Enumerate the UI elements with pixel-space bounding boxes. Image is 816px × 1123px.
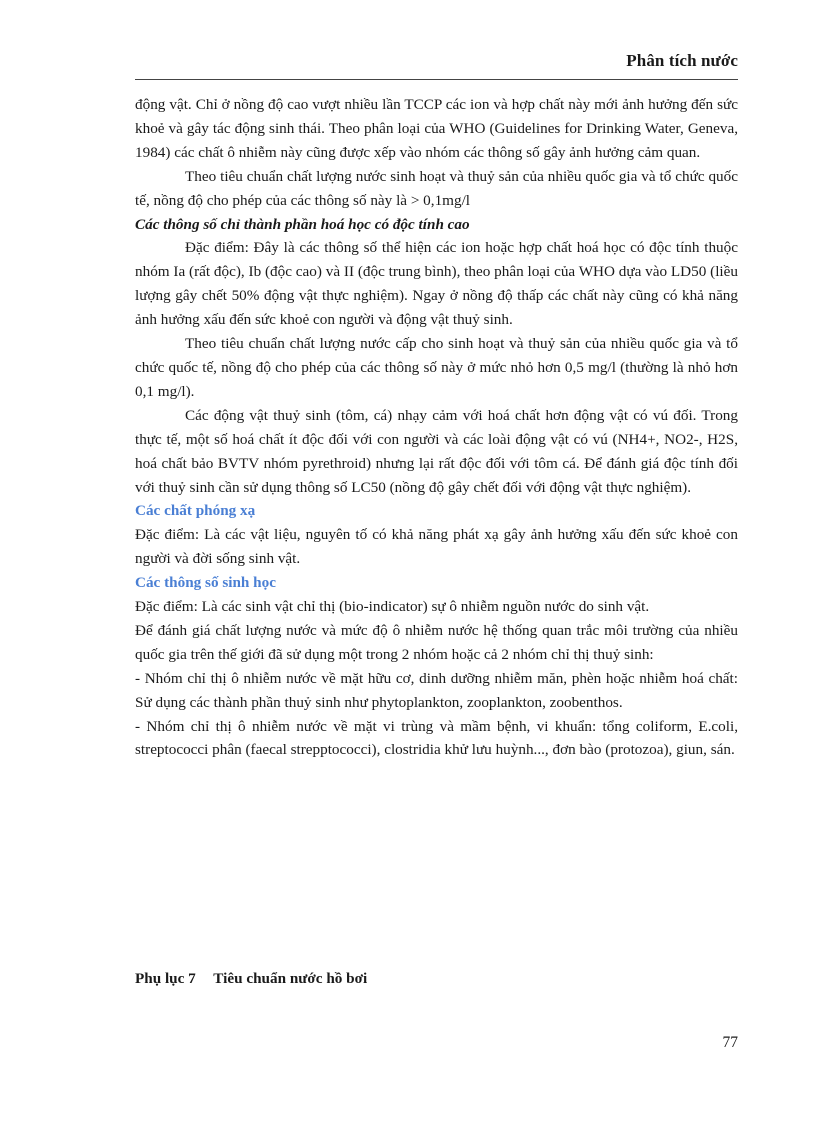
section-heading-toxic-chemicals: Các thông số chỉ thành phần hoá học có độc tính cao [135,215,470,233]
section-heading-radioactive: Các chất phóng xạ [135,502,256,520]
paragraph: Các động vật thuỷ sinh (tôm, cá) nhạy cảm với hoá chất hơn động vật có vú đối. Trong thực tế, một số hoá chất ít độc đối với con người và các loài động vật có vú (NH4+, NO2-, H2S, hoá chất bảo BVTV nhóm pyrethroid) nhưng lại rất độc đối với tôm cá. Để đánh giá độc tính đối với thuỷ sinh cần sử dụng thông số LC50 (nồng độ gây chết đối với động vật thực nghiệm). [135,406,738,496]
page-body [135,93,738,762]
paragraph: Đặc điểm: Là các sinh vật chỉ thị (bio-indicator) sự ô nhiễm nguồn nước do sinh vật. [135,598,650,616]
page-number: 77 [722,1034,738,1051]
paragraph: Theo tiêu chuẩn chất lượng nước sinh hoạt và thuỷ sản của nhiều quốc gia và tổ chức quốc tế, nồng độ cho phép của các thông số này là > 0,1mg/l [135,167,738,209]
paragraph: động vật. Chỉ ở nồng độ cao vượt nhiều lần TCCP các ion và hợp chất này mới ảnh hưởng đến sức khoẻ và gây tác động sinh thái. Theo phân loại của WHO (Guidelines for Drinking Water, Geneva, 1984) các chất ô nhiễm này cũng được xếp vào nhóm các thông số gây ảnh hưởng cảm quan. [135,96,738,161]
paragraph: Đặc điểm: Là các vật liệu, nguyên tố có khả năng phát xạ gây ảnh hưởng xấu đến sức khoẻ con người và đời sống sinh vật. [135,526,738,568]
paragraph: Đặc điểm: Đây là các thông số thể hiện các ion hoặc hợp chất hoá học có độc tính thuộc nhóm Ia (rất độc), Ib (độc cao) và II (độc trung bình), theo phân loại của WHO dựa vào LD50 (liều lượng gây chết 50% động vật thực nghiệm). Ngay ở nồng độ thấp các chất này cũng có khả năng ảnh hưởng xấu đến sức khoẻ con người và động vật thuỷ sinh. [135,239,738,329]
page-header [135,47,738,80]
section-heading-biological: Các thông số sinh học [135,574,276,592]
appendix-number: Phụ lục 7 [135,970,196,987]
paragraph: Theo tiêu chuẩn chất lượng nước cấp cho sinh hoạt và thuỷ sản của nhiều quốc gia và tổ chức quốc tế, nồng độ cho phép của các thông số này ở mức nhỏ hơn 0,5 mg/l (thường là nhỏ hơn 0,1 mg/l). [135,335,738,400]
appendix-heading [135,970,367,988]
list-item: - Nhóm chỉ thị ô nhiễm nước về mặt vi trùng và mầm bệnh, vi khuẩn: tổng coliform, E.coli, streptococci phân (faecal strepptococci), clostridia khử lưu huỳnh..., đơn bào (protozoa), giun, sán. [135,717,738,759]
appendix-title: Tiêu chuẩn nước hồ bơi [213,970,368,987]
paragraph: Để đánh giá chất lượng nước và mức độ ô nhiễm nước hệ thống quan trắc môi trường của nhiều quốc gia trên thế giới đã sử dụng một trong 2 nhóm hoặc cả 2 nhóm chỉ thị thuỷ sinh: [135,621,738,663]
list-item: - Nhóm chỉ thị ô nhiễm nước về mặt hữu cơ, dinh dưỡng nhiễm măn, phèn hoặc nhiễm hoá chất: Sử dụng các thành phần thuỷ sinh như phytoplankton, zooplankton, zoobenthos. [135,669,738,711]
header-title: Phân tích nước [626,51,738,70]
